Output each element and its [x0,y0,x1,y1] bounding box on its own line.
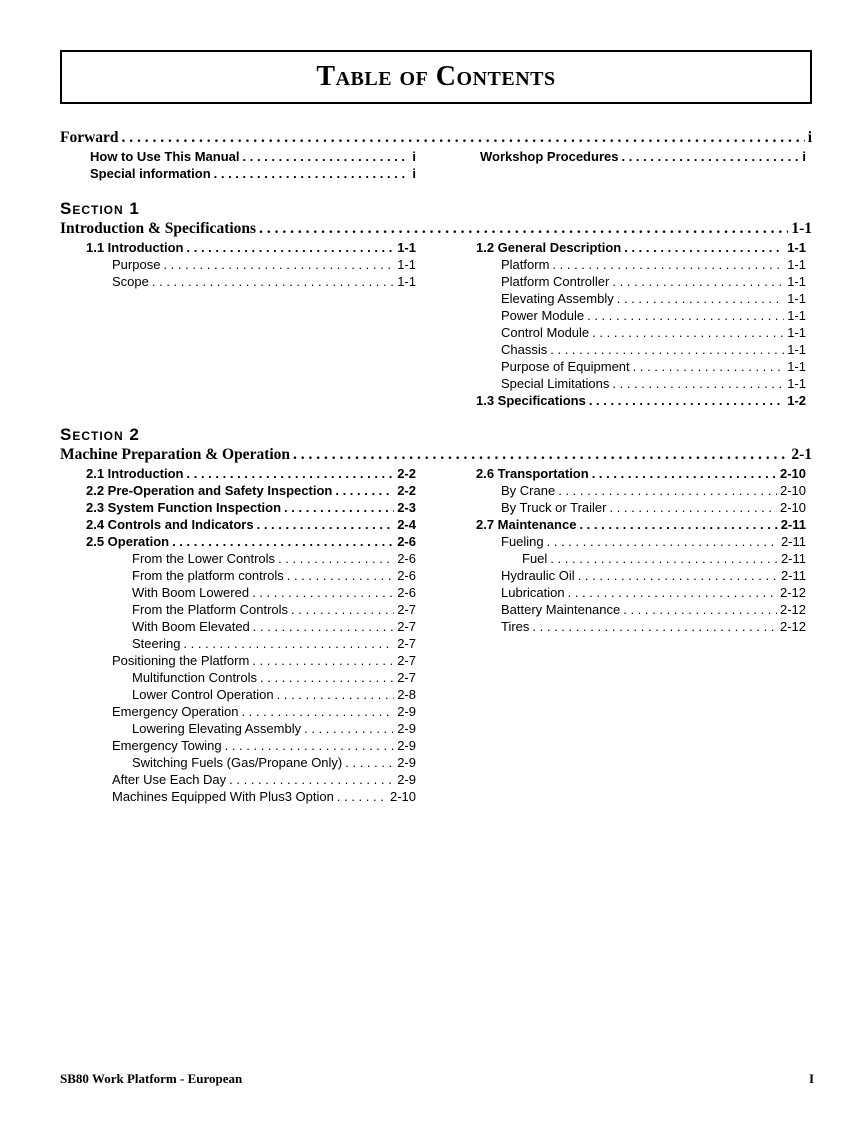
toc-entry[interactable]: Lubrication . . . 2-12 [501,585,806,600]
toc-entry[interactable]: Battery Maintenance . . . 2-12 [501,602,806,617]
toc-entry[interactable]: Multifunction Controls . . . 2-7 [132,670,416,685]
toc-entry[interactable]: With Boom Lowered . . . 2-6 [132,585,416,600]
toc-entry[interactable]: With Boom Elevated . . . 2-7 [132,619,416,634]
toc-entry[interactable]: Purpose . . . 1-1 [112,257,416,272]
toc-entry-section-2-title[interactable]: Machine Preparation & Operation . . . 2-1 [60,446,812,464]
footer-page-number: I [808,1071,814,1086]
section-1-heading: Section 1 [60,199,140,218]
page-title: Table of Contents [316,61,556,92]
toc-entry[interactable]: Platform . . . 1-1 [501,257,806,272]
toc-entry[interactable]: 1.2 General Description . . . 1-1 [476,240,806,255]
title-box [60,50,812,104]
toc-entry[interactable]: Switching Fuels (Gas/Propane Only) . . . 2-9 [132,755,416,770]
toc-entry[interactable]: Lowering Elevating Assembly . . . 2-9 [132,721,416,736]
toc-entry[interactable]: By Truck or Trailer . . . 2-10 [501,500,806,515]
toc-entry-special-information[interactable]: Special information . . . i [90,166,416,181]
toc-entry[interactable]: 2.2 Pre-Operation and Safety Inspection . . . 2-2 [86,483,416,498]
toc-entry[interactable]: Platform Controller . . . 1-1 [501,274,806,289]
toc-entry[interactable]: From the Lower Controls . . . 2-6 [132,551,416,566]
toc-entry[interactable]: Machines Equipped With Plus3 Option . . . 2-10 [112,789,416,804]
toc-entry[interactable]: Emergency Operation . . . 2-9 [112,704,416,719]
toc-entry[interactable]: Fueling . . . 2-11 [501,534,806,549]
toc-entry[interactable]: Purpose of Equipment . . . 1-1 [501,359,806,374]
toc-entry[interactable]: 2.4 Controls and Indicators . . . 2-4 [86,517,416,532]
toc-entry[interactable]: 1.1 Introduction . . . 1-1 [86,240,416,255]
toc-entry[interactable]: 2.1 Introduction . . . 2-2 [86,466,416,481]
toc-entry-workshop-procedures[interactable]: Workshop Procedures . . . i [480,149,806,164]
toc-entry[interactable]: Fuel . . . 2-11 [522,551,806,566]
toc-entry[interactable]: Chassis . . . 1-1 [501,342,806,357]
toc-entry[interactable]: After Use Each Day . . . 2-9 [112,772,416,787]
toc-entry[interactable]: 1.3 Specifications . . . 1-2 [476,393,806,408]
toc-entry[interactable]: Power Module . . . 1-1 [501,308,806,323]
toc-entry[interactable]: Positioning the Platform . . . 2-7 [112,653,416,668]
toc-entry[interactable]: Hydraulic Oil . . . 2-11 [501,568,806,583]
toc-entry[interactable]: From the Platform Controls . . . 2-7 [132,602,416,617]
toc-entry[interactable]: Lower Control Operation . . . 2-8 [132,687,416,702]
toc-entry-section-1-title[interactable]: Introduction & Specifications . . . 1-1 [60,220,812,238]
toc-entry[interactable]: From the platform controls . . . 2-6 [132,568,416,583]
section-2-heading: Section 2 [60,425,140,444]
toc-entry[interactable]: Special Limitations . . . 1-1 [501,376,806,391]
toc-entry[interactable]: Emergency Towing . . . 2-9 [112,738,416,753]
toc-entry[interactable]: 2.7 Maintenance . . . 2-11 [476,517,806,532]
toc-entry[interactable]: Scope . . . 1-1 [112,274,416,289]
toc-entry-how-to-use[interactable]: How to Use This Manual . . . i [90,149,416,164]
toc-entry[interactable]: By Crane . . . 2-10 [501,483,806,498]
toc-entry[interactable]: 2.5 Operation . . . 2-6 [86,534,416,549]
toc-entry[interactable]: 2.6 Transportation . . . 2-10 [476,466,806,481]
footer-document-title: SB80 Work Platform - European [60,1071,243,1086]
toc-entry[interactable]: Elevating Assembly . . . 1-1 [501,291,806,306]
toc-entry[interactable]: 2.3 System Function Inspection . . . 2-3 [86,500,416,515]
toc-entry[interactable]: Tires . . . 2-12 [501,619,806,634]
toc-entry[interactable]: Steering . . . 2-7 [132,636,416,651]
toc-entry[interactable]: Control Module . . . 1-1 [501,325,806,340]
toc-entry-forward[interactable]: Forward . . . i [60,129,812,147]
